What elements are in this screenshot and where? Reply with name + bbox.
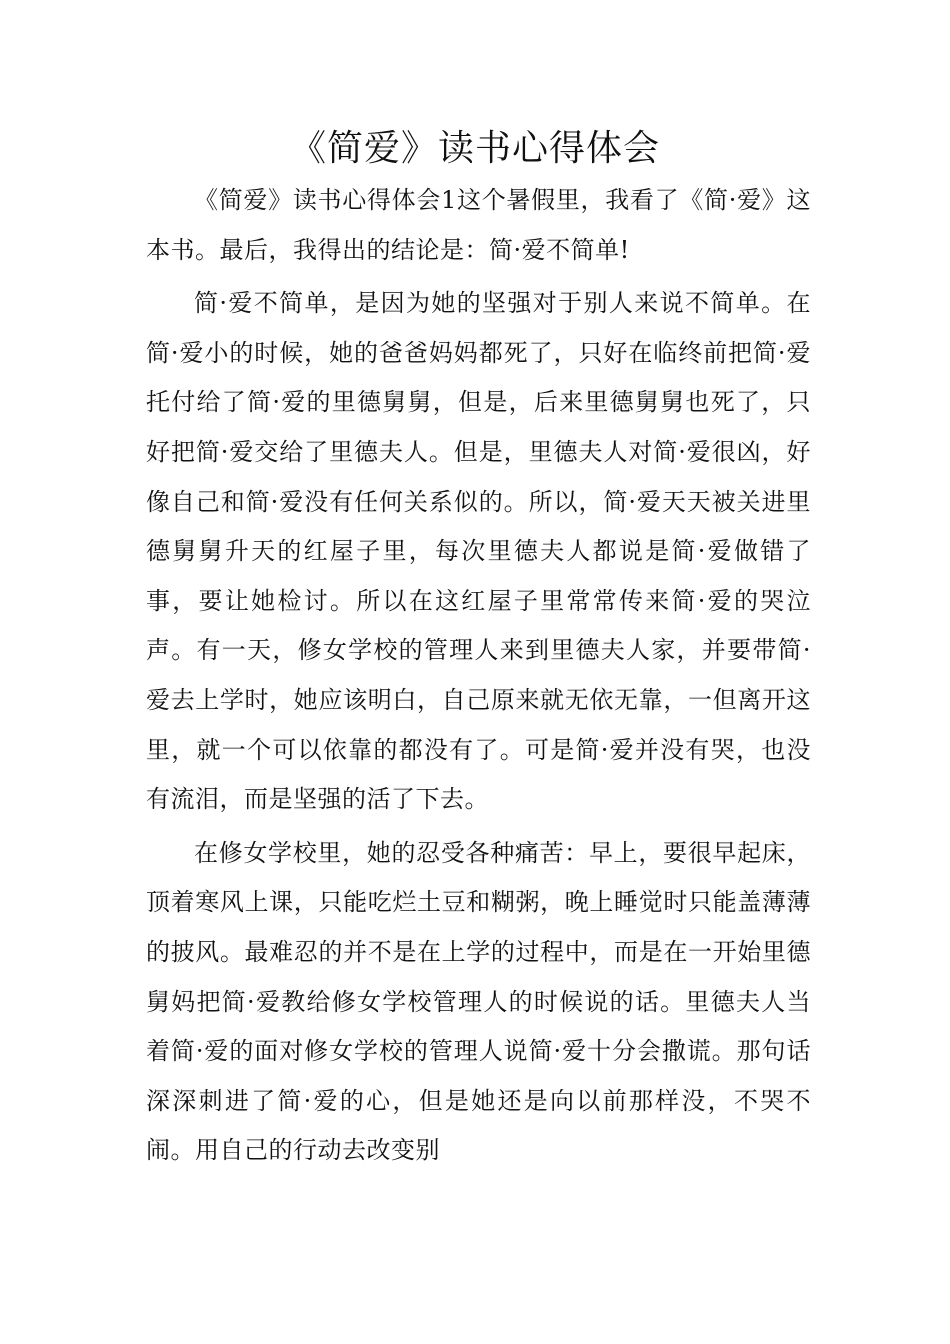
document-body <box>146 176 811 1180</box>
page-title: 《简爱》读书心得体会 <box>289 128 660 169</box>
paragraph-2: 简·爱不简单，是因为她的坚强对于别人来说不简单。在简·爱小的时候，她的爸爸妈妈都死了，只好在临终前把简·爱托付给了简·爱的里德舅舅，但是，后来里德舅舅也死了，只好把简·爱交给了里德夫人。但是，里德夫人对简·爱很凶，好像自己和简·爱没有任何关系似的。所以，简·爱天天被关进里德舅舅升天的红屋子里，每次里德夫人都说是简·爱做错了事，要让她检讨。所以在这红屋子里常常传来简·爱的哭泣声。有一天，修女学校的管理人来到里德夫人家，并要带简·爱去上学时，她应该明白，自己原来就无依无靠，一但离开这里，就一个可以依靠的都没有了。可是简·爱并没有哭，也没有流泪，而是坚强的活了下去。 <box>146 289 811 814</box>
paragraph-1: 《简爱》读书心得体会1这个暑假里，我看了《简·爱》这本书。最后，我得出的结论是：简·爱不简单! <box>146 186 811 264</box>
paragraph-3: 在修女学校里，她的忍受各种痛苦：早上，要很早起床，顶着寒风上课，只能吃烂土豆和糊粥，晚上睡觉时只能盖薄薄的披风。最难忍的并不是在上学的过程中，而是在一开始里德舅妈把简·爱教给修女学校管理人的时候说的话。里德夫人当着简·爱的面对修女学校的管理人说简·爱十分会撒谎。那句话深深刺进了简·爱的心，但是她还是向以前那样没，不哭不闹。用自己的行动去改变别 <box>146 838 811 1165</box>
